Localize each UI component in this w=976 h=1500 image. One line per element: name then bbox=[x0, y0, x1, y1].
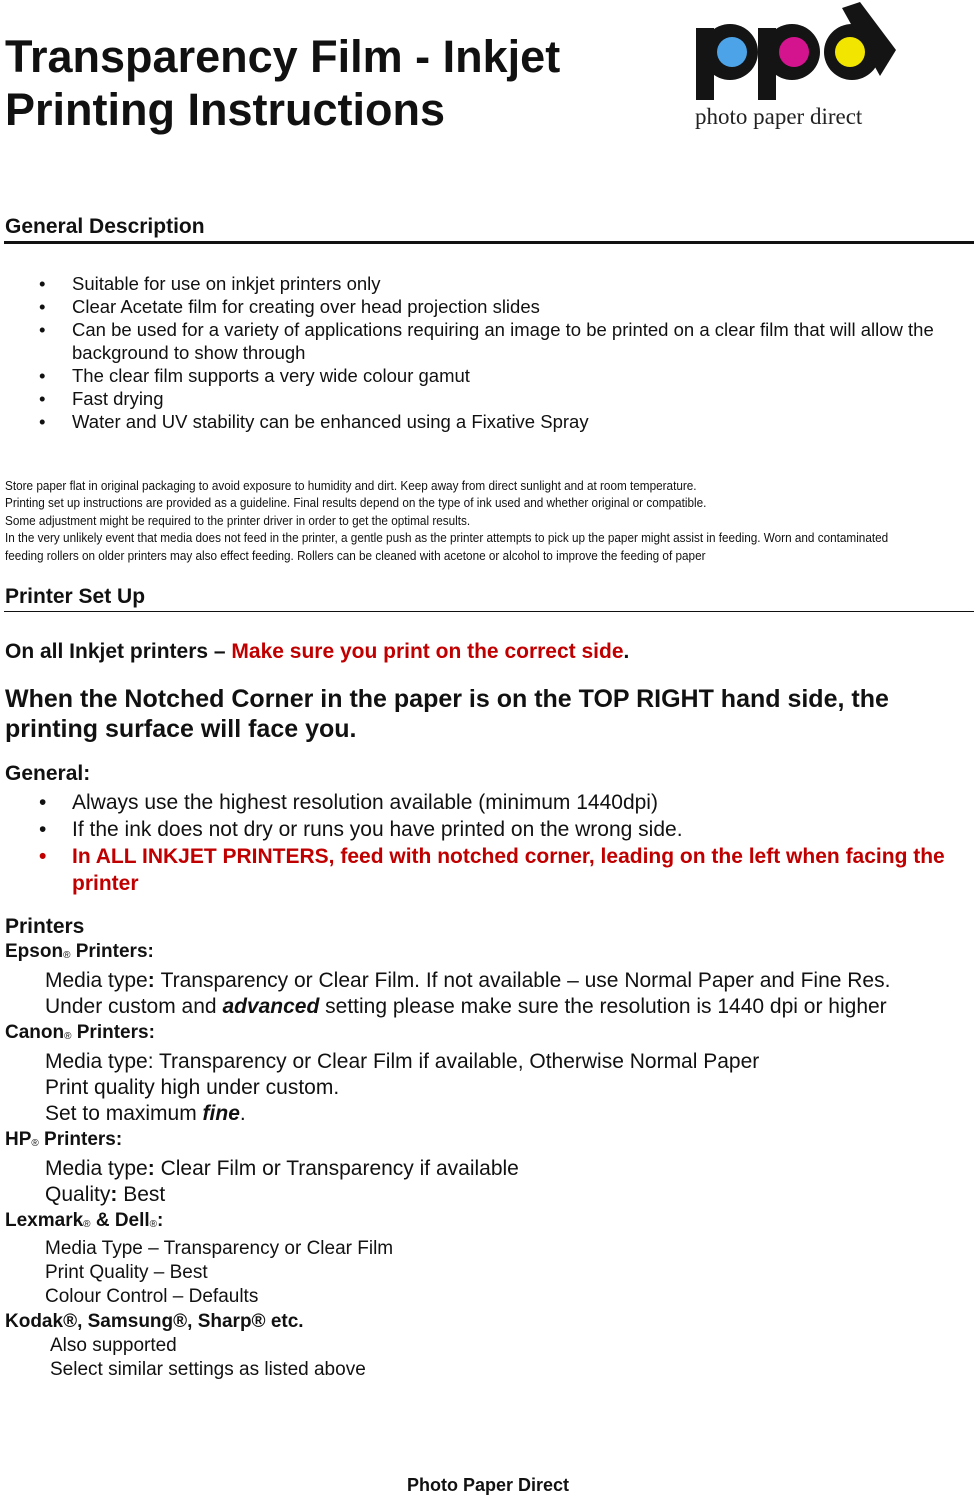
canon-media-type: Media type: Transparency or Clear Film if available, Otherwise Normal Paper bbox=[45, 1050, 760, 1073]
logo-text: photo paper direct bbox=[695, 104, 863, 129]
description-list bbox=[4, 272, 966, 433]
general-heading: General: bbox=[5, 762, 91, 785]
list-item: • Water and UV stability can be enhanced using a Fixative Spray bbox=[4, 410, 966, 433]
other-brands-settings: Select similar settings as listed above bbox=[50, 1359, 366, 1380]
lexmark-media-type: Media Type – Transparency or Clear Film bbox=[45, 1238, 394, 1259]
lexmark-colour-control: Colour Control – Defaults bbox=[45, 1286, 259, 1307]
epson-heading: Epson® Printers: bbox=[5, 941, 154, 962]
notice-lead: On all Inkjet printers – bbox=[5, 640, 232, 663]
printers-section bbox=[5, 914, 971, 1382]
list-item: • Always use the highest resolution available (minimum 1440dpi) bbox=[4, 789, 966, 816]
general-description-heading: General Description bbox=[5, 215, 205, 238]
notched-corner-notice: When the Notched Corner in the paper is on the TOP RIGHT hand side, the printing surface will face you. bbox=[5, 685, 889, 743]
note-line: In the very unlikely event that media does not feed in the printer, a gentle push as the printer attempts to pick up the paper might assist in feeding. Worn and contaminated bbox=[5, 530, 889, 546]
section-divider bbox=[4, 611, 974, 612]
title-line-1: Transparency Film - Inkjet bbox=[5, 31, 561, 82]
printers-heading: Printers bbox=[5, 915, 85, 938]
section-divider bbox=[4, 241, 974, 244]
storage-notes bbox=[5, 477, 965, 564]
list-item: • Can be used for a variety of applications requiring an image to be printed on a clear film that will allow the background to show through bbox=[4, 318, 966, 364]
list-item: • Clear Acetate film for creating over head projection slides bbox=[4, 295, 966, 318]
list-item-warning: • In ALL INKJET PRINTERS, feed with notched corner, leading on the left when facing the printer bbox=[4, 843, 966, 897]
hp-quality: Quality: Best bbox=[45, 1183, 166, 1206]
title-line-2: Printing Instructions bbox=[5, 84, 446, 135]
note-line: feeding rollers on older printers may also effect feeding. Rollers can be cleaned with acetone or alcohol to improve the feeding of paper bbox=[5, 547, 706, 563]
epson-media-type: Media type: Transparency or Clear Film. If not available – use Normal Paper and Fine Res. bbox=[45, 969, 891, 992]
correct-side-notice bbox=[5, 640, 629, 664]
other-brands-heading: Kodak®, Samsung®, Sharp® etc. bbox=[5, 1311, 304, 1332]
hp-media-type: Media type: Clear Film or Transparency if available bbox=[45, 1157, 519, 1180]
page-title bbox=[5, 30, 645, 136]
general-list bbox=[4, 789, 966, 897]
notice-warning: Make sure you print on the correct side bbox=[231, 640, 624, 663]
list-item: • The clear film supports a very wide colour gamut bbox=[4, 364, 966, 387]
printer-setup-heading: Printer Set Up bbox=[5, 585, 146, 608]
notice-end: . bbox=[623, 640, 630, 663]
lexmark-dell-heading: Lexmark® & Dell®: bbox=[5, 1210, 164, 1231]
epson-resolution: Under custom and advanced setting please make sure the resolution is 1440 dpi or higher bbox=[45, 995, 887, 1018]
note-line: Printing set up instructions are provided as a guideline. Final results depend on the type of ink used and whether original or compatible. bbox=[5, 495, 707, 511]
canon-maximum: Set to maximum fine. bbox=[45, 1102, 246, 1125]
note-line: Some adjustment might be required to the printer driver in order to get the optimal results. bbox=[5, 512, 471, 528]
footer-brand: Photo Paper Direct bbox=[406, 1475, 570, 1495]
list-item: • Suitable for use on inkjet printers only bbox=[4, 272, 966, 295]
list-item: • If the ink does not dry or runs you have printed on the wrong side. bbox=[4, 816, 966, 843]
canon-print-quality: Print quality high under custom. bbox=[45, 1076, 340, 1099]
other-brands-supported: Also supported bbox=[50, 1335, 177, 1356]
note-line: Store paper flat in original packaging to avoid exposure to humidity and dirt. Keep away from direct sunlight and at room temperature. bbox=[5, 478, 697, 493]
lexmark-print-quality: Print Quality – Best bbox=[45, 1262, 208, 1283]
list-item: • Fast drying bbox=[4, 387, 966, 410]
canon-heading: Canon® Printers: bbox=[5, 1022, 155, 1043]
hp-heading: HP® Printers: bbox=[5, 1129, 123, 1150]
